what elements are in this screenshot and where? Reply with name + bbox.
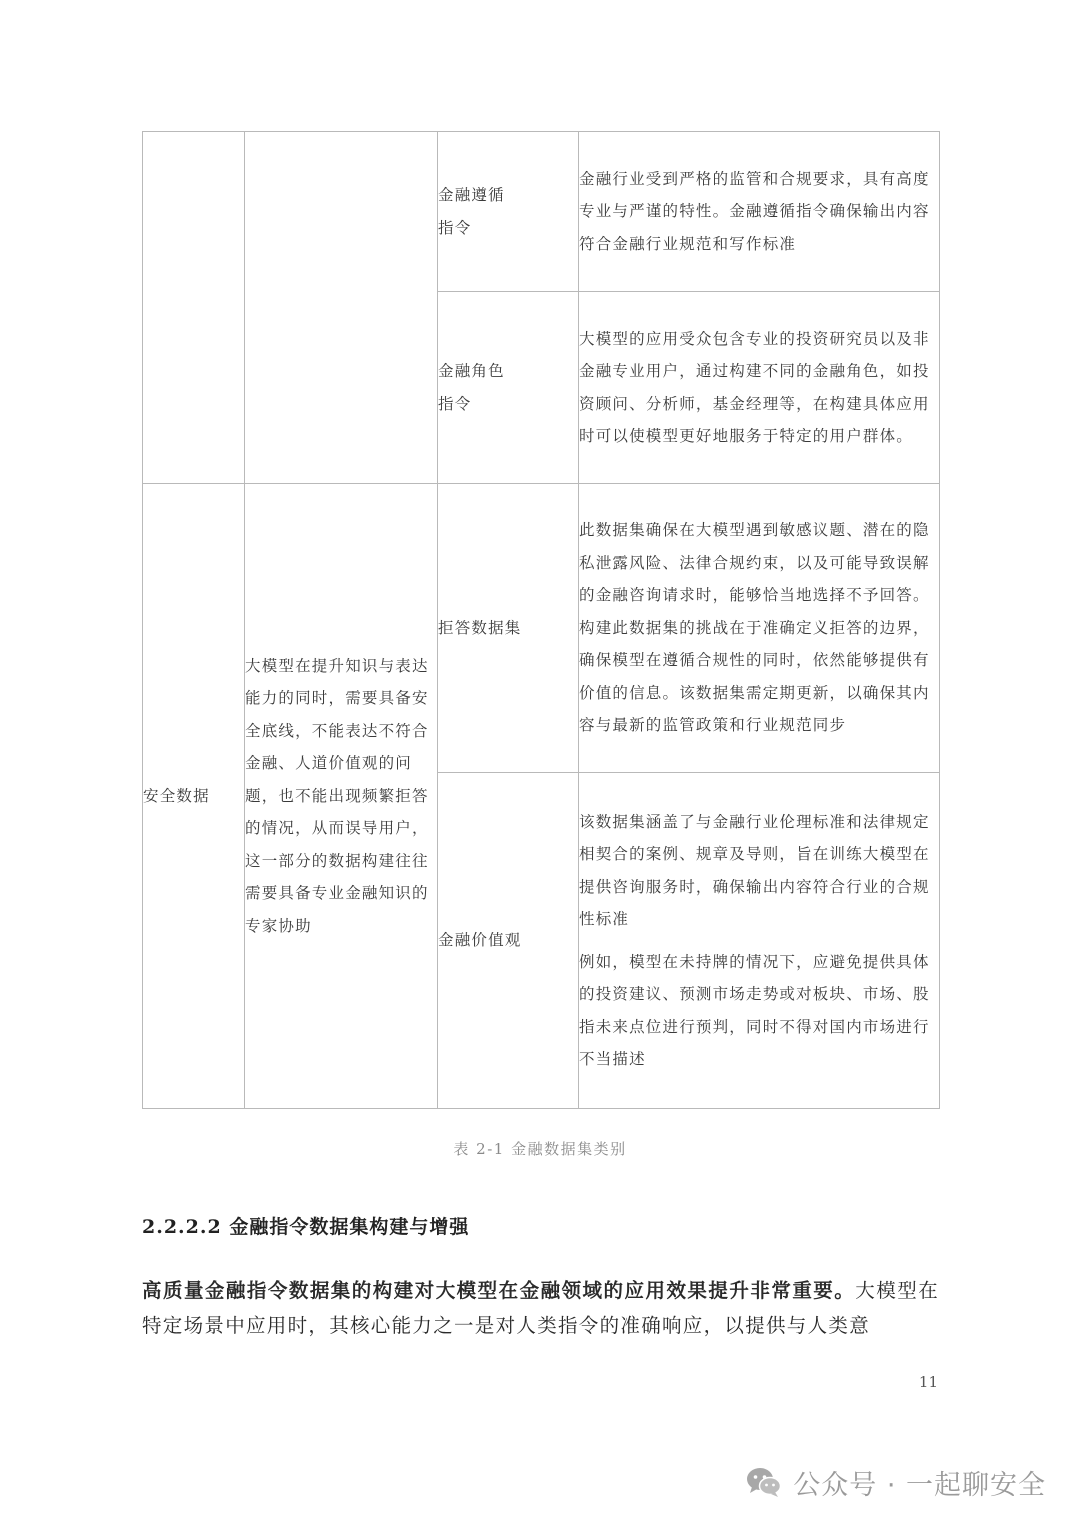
description-text: 大模型在提升知识与表达能力的同时，需要具备安全底线，不能表达不符合金融、人道价值观的问题，也不能出现频繁拒答的情况，从而误导用户，这一部分的数据构建往往需要具备专业金融知识的专家协助 [245,656,429,935]
wechat-icon [745,1466,783,1498]
subset-detail-cell [579,773,940,1109]
subset-detail-text: 此数据集确保在大模型遇到敏感议题、潜在的隐私泄露风险、法律合规约束，以及可能导致误解的金融咨询请求时，能够恰当地选择不予回答。构建此数据集的挑战在于准确定义拒答的边界，确保模型在遵循合规性的同时，依然能够提供有价值的信息。该数据集需定期更新，以确保其内容与最新的监管政策和行业规范同步 [579,521,930,735]
subset-detail-cell [579,132,940,292]
financial-dataset-table [142,131,940,1109]
watermark [745,1462,1046,1502]
subset-name-cell [438,292,579,484]
subset-detail-text: 大模型的应用受众包含专业的投资研究员以及非金融专业用户，通过构建不同的金融角色，如投资顾问、分析师，基金经理等，在构建具体应用时可以使模型更好地服务于特定的用户群体。 [579,329,930,445]
table-caption: 表 2-1 金融数据集类别 [453,1140,627,1158]
category-label: 安全数据 [143,786,210,805]
subset-name-cell [438,132,579,292]
subset-name-line: 指令 [438,218,472,237]
subset-name-line: 金融角色 [438,362,505,380]
section-heading: 2.2.2.2 金融指令数据集构建与增强 [142,1216,470,1238]
subset-detail-text: 该数据集涵盖了与金融行业伦理标准和法律规定相契合的案例、规章及导则，旨在训练大模型在提供咨询服务时，确保输出内容符合行业的合规性标准 [579,812,930,928]
subset-detail-text: 例如，模型在未持牌的情况下，应避免提供具体的投资建议、预测市场走势或对板块、市场、股指未来点位进行预判，同时不得对国内市场进行不当描述 [579,952,930,1068]
description-cell [245,484,438,1109]
subset-name-line: 拒答数据集 [438,618,522,637]
subset-name-cell [438,773,579,1109]
subset-detail-cell [579,292,940,484]
watermark-text: 公众号 · 一起聊安全 [793,1469,1046,1501]
body-continuation: 大模型在特定场景中应用时，其核心能力之一是对人类指令的准确响应，以提供与人类意 [142,1279,940,1337]
subset-name-cell [438,484,579,773]
subset-detail-text: 金融行业受到严格的监管和合规要求，具有高度专业与严谨的特性。金融遵循指令确保输出内容符合金融行业规范和写作标准 [579,169,930,253]
description-cell [245,132,438,484]
subset-detail-cell [579,484,940,773]
category-cell [143,484,245,1109]
subset-name-line: 金融遵循 [438,186,505,204]
subset-name-line: 指令 [438,394,472,413]
body-paragraph [142,1273,939,1343]
body-lead-sentence: 高质量金融指令数据集的构建对大模型在金融领域的应用效果提升非常重要。 [142,1279,856,1302]
subset-name-line: 金融价值观 [438,931,522,950]
table-row [143,484,940,773]
page-number: 11 [918,1373,938,1391]
category-cell [143,132,245,484]
table-row [143,132,940,292]
